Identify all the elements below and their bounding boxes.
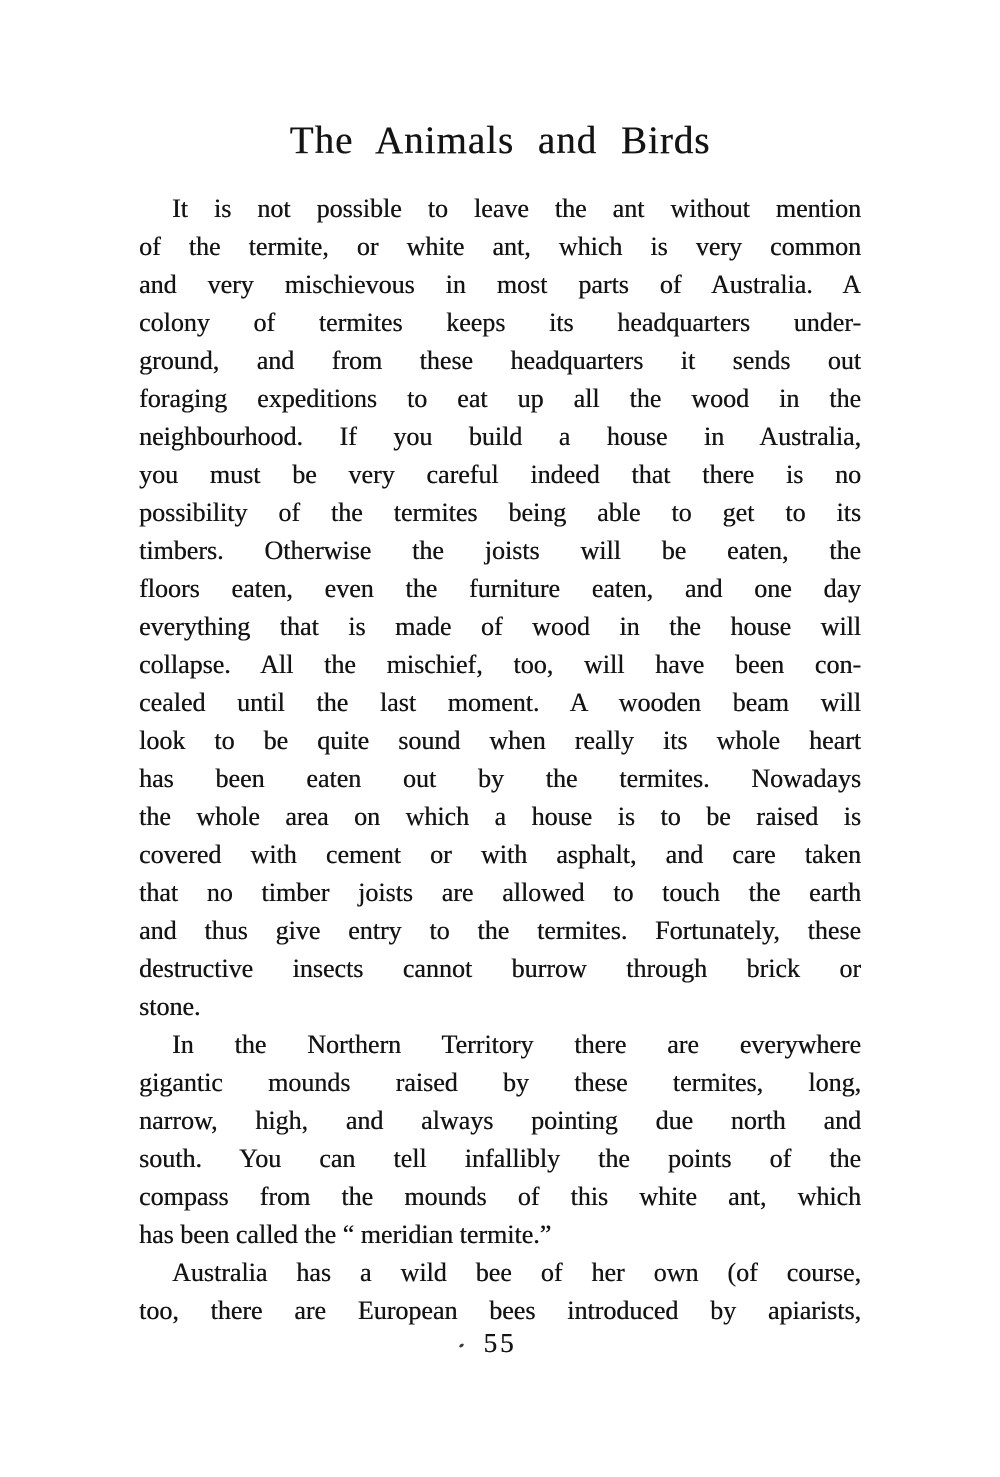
- text-line: Australia has a wild bee of her own (of course,: [172, 1258, 861, 1287]
- text-line: too, there are European bees introduced by apiarists,: [139, 1296, 861, 1325]
- text-line: look to be quite sound when really its whole heart: [139, 726, 861, 755]
- text-line: collapse. All the mischief, too, will have been con-: [139, 650, 861, 679]
- text-line: cealed until the last moment. A wooden beam will: [139, 688, 861, 717]
- text-column: [139, 118, 861, 1330]
- text-line: destructive insects cannot burrow through brick or: [139, 954, 861, 983]
- paragraph: [139, 1026, 861, 1254]
- text-line: has been eaten out by the termites. Nowadays: [139, 764, 861, 793]
- text-line: and very mischievous in most parts of Australia. A: [139, 270, 861, 299]
- text-line: In the Northern Territory there are everywhere: [172, 1030, 861, 1059]
- text-line: timbers. Otherwise the joists will be eaten, the: [139, 536, 861, 565]
- paragraph: [139, 190, 861, 1026]
- paragraph: [139, 1254, 861, 1330]
- body-text: [139, 190, 861, 1330]
- text-line: ground, and from these headquarters it sends out: [139, 346, 861, 375]
- page-title: The Animals and Birds: [289, 119, 711, 162]
- text-line: compass from the mounds of this white ant, which: [139, 1182, 861, 1211]
- text-line: covered with cement or with asphalt, and care taken: [139, 840, 861, 869]
- text-line: has been called the “ meridian termite.”: [139, 1220, 552, 1249]
- text-line: narrow, high, and always pointing due north and: [139, 1106, 861, 1135]
- text-line: that no timber joists are allowed to touch the earth: [139, 878, 861, 907]
- text-line: of the termite, or white ant, which is very common: [139, 232, 861, 261]
- text-line: gigantic mounds raised by these termites, long,: [139, 1068, 861, 1097]
- text-line: colony of termites keeps its headquarters under-: [139, 308, 861, 337]
- text-line: everything that is made of wood in the house will: [139, 612, 861, 641]
- text-line: foraging expeditions to eat up all the wood in the: [139, 384, 861, 413]
- text-line: stone.: [139, 992, 201, 1021]
- text-line: neighbourhood. If you build a house in Australia,: [139, 422, 861, 451]
- text-line: possibility of the termites being able to get to its: [139, 498, 861, 527]
- text-line: the whole area on which a house is to be raised is: [139, 802, 861, 831]
- text-line: you must be very careful indeed that there is no: [139, 460, 861, 489]
- text-line: It is not possible to leave the ant without mention: [172, 194, 861, 223]
- text-line: and thus give entry to the termites. Fortunately, these: [139, 916, 861, 945]
- text-line: south. You can tell infallibly the points of the: [139, 1144, 861, 1173]
- text-line: floors eaten, even the furniture eaten, and one day: [139, 574, 861, 603]
- page-number: 55: [483, 1328, 517, 1358]
